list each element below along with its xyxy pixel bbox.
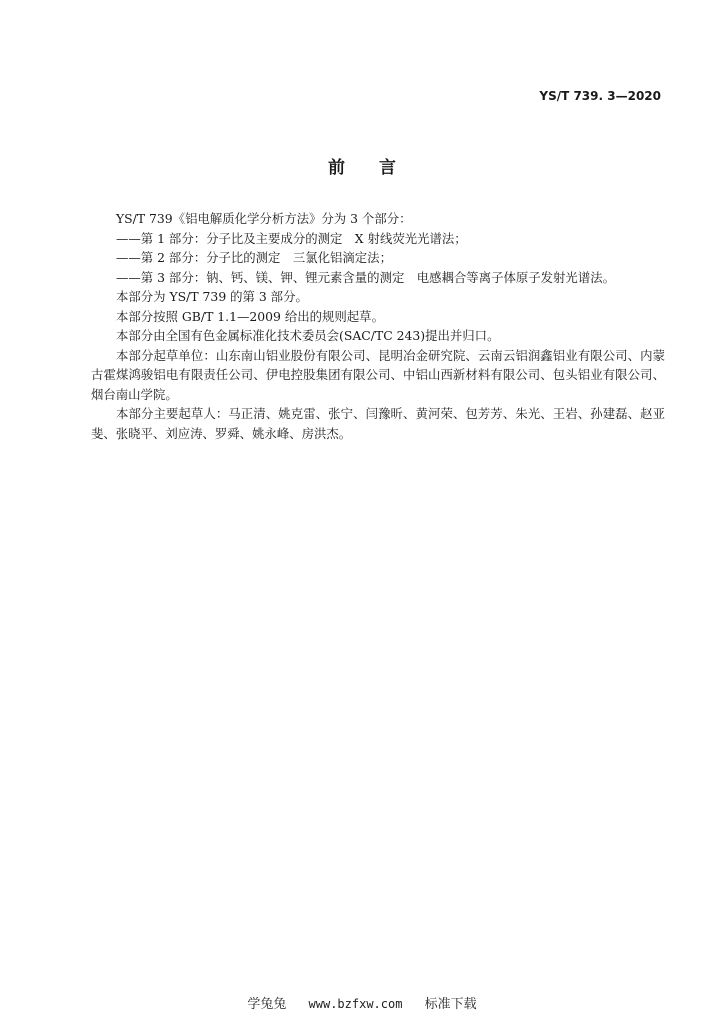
paragraph-drafting-rules: 本部分按照 GB/T 1.1—2009 给出的规则起草。 <box>116 308 384 324</box>
footer-site-name: 学兔兔 <box>247 997 287 1012</box>
standard-code: YS/T 739. 3—2020 <box>539 89 661 103</box>
list-item-part-1: ——第 1 部分：分子比及主要成分的测定 X 射线荧光光谱法； <box>116 230 467 246</box>
footer-tagline: 标准下载 <box>424 997 477 1012</box>
list-item-part-3: ——第 3 部分：钠、钙、镁、钾、锂元素含量的测定 电感耦合等离子体原子发射光谱法。 <box>116 269 615 285</box>
foreword-body <box>91 209 665 443</box>
paragraph-intro: YS/T 739《铝电解质化学分析方法》分为 3 个部分： <box>116 211 412 226</box>
paragraph-part-statement: 本部分为 YS/T 739 的第 3 部分。 <box>116 289 308 304</box>
paragraph-drafters: 本部分主要起草人：马正清、姚克雷、张宁、闫豫昕、黄河荣、包芳芳、朱光、王岩、孙建磊、赵亚斐、张晓平、刘应涛、罗舜、姚永峰、房洪杰。 <box>91 406 665 441</box>
paragraph-drafting-units: 本部分起草单位：山东南山铝业股份有限公司、昆明冶金研究院、云南云铝润鑫铝业有限公司、内蒙古霍煤鸿骏铝电有限责任公司、伊电控股集团有限公司、中铝山西新材料有限公司、包头铝业有限公司、烟台南山学院。 <box>91 347 665 402</box>
list-item-part-2: ——第 2 部分：分子比的测定 三氯化铝滴定法； <box>116 250 392 265</box>
paragraph-proposer: 本部分由全国有色金属标准化技术委员会(SAC/TC 243)提出并归口。 <box>116 328 500 343</box>
page-title: 前言 <box>328 158 430 178</box>
footer-url-link[interactable]: www.bzfxw.com <box>308 997 403 1011</box>
page-footer <box>0 993 724 1012</box>
